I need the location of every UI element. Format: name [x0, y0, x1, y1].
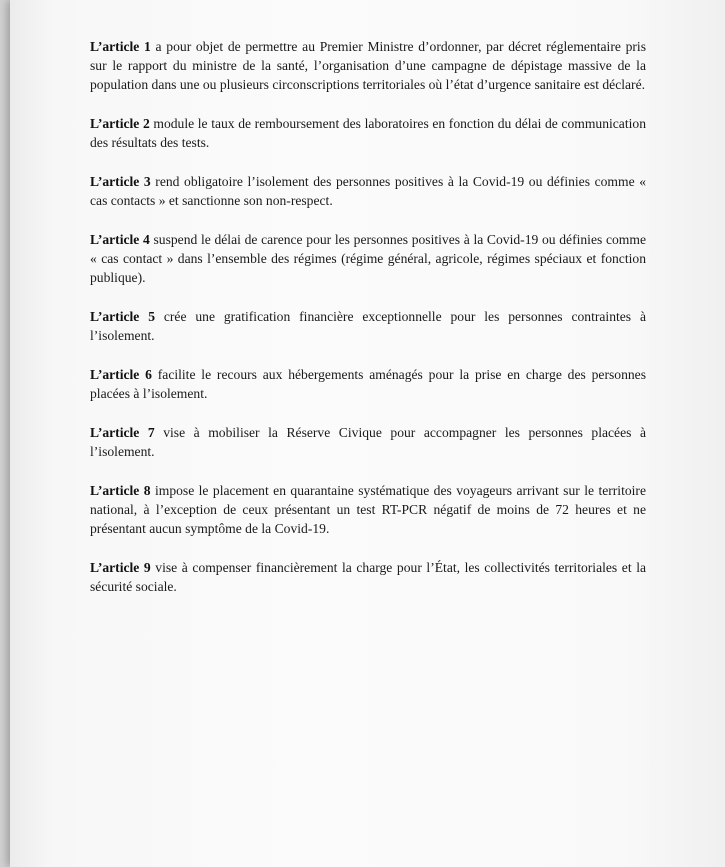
article-9-paragraph	[90, 558, 646, 596]
article-5-label: L’article 5	[90, 309, 155, 324]
document-body	[90, 37, 646, 616]
article-7-paragraph	[90, 423, 646, 461]
article-2-paragraph	[90, 114, 646, 152]
article-4-text: suspend le délai de carence pour les personnes positives à la Covid-19 ou définies comme « cas contact » dans l’ensemble des régimes (régime général, agricole, régimes spéciaux et fonction publique).	[90, 232, 646, 285]
article-8-text: impose le placement en quarantaine systématique des voyageurs arrivant sur le territoire national, à l’exception de ceux présentant un test RT-PCR négatif de moins de 72 heures et ne présentant aucun symptôme de la Covid-19.	[90, 483, 646, 536]
article-9-text: vise à compenser financièrement la charge pour l’État, les collectivités territoriales et la sécurité sociale.	[90, 560, 646, 594]
article-2-text: module le taux de remboursement des laboratoires en fonction du délai de communication des résultats des tests.	[90, 116, 646, 150]
article-3-paragraph	[90, 172, 646, 210]
article-7-text: vise à mobiliser la Réserve Civique pour accompagner les personnes placées à l’isolement.	[90, 425, 646, 459]
article-5-paragraph	[90, 307, 646, 345]
article-1-text: a pour objet de permettre au Premier Ministre d’ordonner, par décret réglementaire pris sur le rapport du ministre de la santé, l’organisation d’une campagne de dépistage massive de la population dans une ou plusieurs circonscriptions territoriales où l’état d’urgence sanitaire est déclaré.	[90, 39, 646, 92]
article-7-label: L’article 7	[90, 425, 155, 440]
article-3-label: L’article 3	[90, 174, 151, 189]
article-3-text: rend obligatoire l’isolement des personnes positives à la Covid-19 ou définies comme « cas contacts » et sanctionne son non-respect.	[90, 174, 646, 208]
article-4-label: L’article 4	[90, 232, 150, 247]
article-1-paragraph	[90, 37, 646, 94]
article-5-text: crée une gratification financière exceptionnelle pour les personnes contraintes à l’isolement.	[90, 309, 646, 343]
article-1-label: L’article 1	[90, 39, 151, 54]
article-6-label: L’article 6	[90, 367, 152, 382]
article-8-label: L’article 8	[90, 483, 151, 498]
article-4-paragraph	[90, 230, 646, 287]
article-8-paragraph	[90, 481, 646, 538]
document-page	[10, 0, 725, 867]
article-9-label: L’article 9	[90, 560, 151, 575]
article-6-text: facilite le recours aux hébergements aménagés pour la prise en charge des personnes placées à l’isolement.	[90, 367, 646, 401]
article-2-label: L’article 2	[90, 116, 150, 131]
article-6-paragraph	[90, 365, 646, 403]
